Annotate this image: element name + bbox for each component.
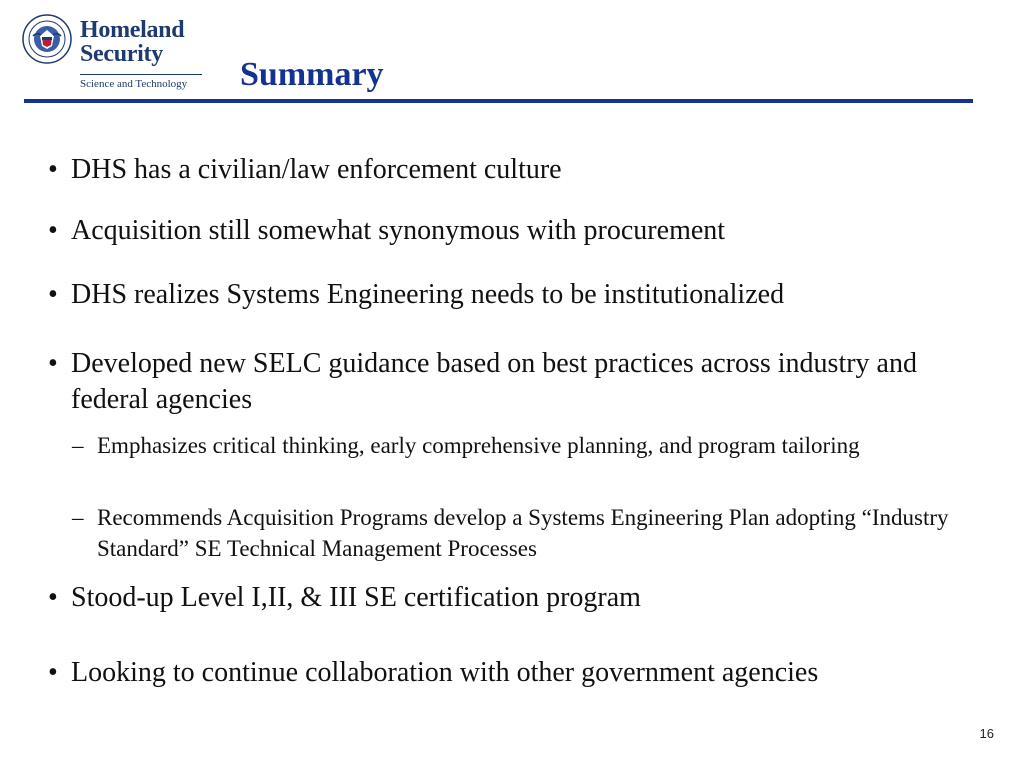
brand-homeland: Homeland bbox=[80, 17, 185, 43]
bullet-marker: • bbox=[48, 215, 58, 246]
bullet-text: Looking to continue collaboration with other government agencies bbox=[71, 657, 819, 688]
bullet-item bbox=[48, 277, 948, 313]
brand-subtitle: Science and Technology bbox=[80, 78, 188, 90]
bullet-marker: • bbox=[48, 348, 58, 379]
dhs-logo bbox=[22, 10, 202, 94]
sub-bullet-marker: – bbox=[72, 505, 84, 530]
sub-bullet-item bbox=[72, 502, 952, 564]
bullet-text: Stood-up Level I,II, & III SE certification program bbox=[71, 582, 641, 613]
title-rule bbox=[24, 99, 973, 103]
bullet-marker: • bbox=[48, 279, 58, 310]
page-number: 16 bbox=[979, 726, 994, 741]
bullet-marker: • bbox=[48, 582, 58, 613]
bullet-text: DHS realizes Systems Engineering needs to be institutionalized bbox=[71, 279, 785, 310]
bullet-item bbox=[48, 346, 938, 418]
sub-bullet-text: Recommends Acquisition Programs develop a Systems Engineering Plan adopting “Industry Standard” SE Technical Management Processes bbox=[97, 505, 949, 561]
sub-bullet-item bbox=[72, 430, 952, 461]
bullet-text: DHS has a civilian/law enforcement culture bbox=[71, 154, 562, 185]
bullet-text: Developed new SELC guidance based on best practices across industry and federal agencies bbox=[71, 348, 917, 415]
sub-bullet-marker: – bbox=[72, 433, 84, 458]
bullet-item bbox=[48, 580, 948, 616]
bullet-text: Acquisition still somewhat synonymous with procurement bbox=[71, 215, 726, 246]
dhs-seal-icon bbox=[22, 14, 72, 64]
bullet-item bbox=[48, 152, 948, 188]
bullet-marker: • bbox=[48, 154, 58, 185]
slide-title: Summary bbox=[240, 56, 384, 93]
bullet-item bbox=[48, 213, 948, 249]
bullet-item bbox=[48, 655, 878, 691]
brand-divider bbox=[80, 74, 202, 75]
sub-bullet-text: Emphasizes critical thinking, early comprehensive planning, and program tailoring bbox=[97, 433, 860, 458]
brand-security: Security bbox=[80, 41, 163, 67]
bullet-marker: • bbox=[48, 657, 58, 688]
